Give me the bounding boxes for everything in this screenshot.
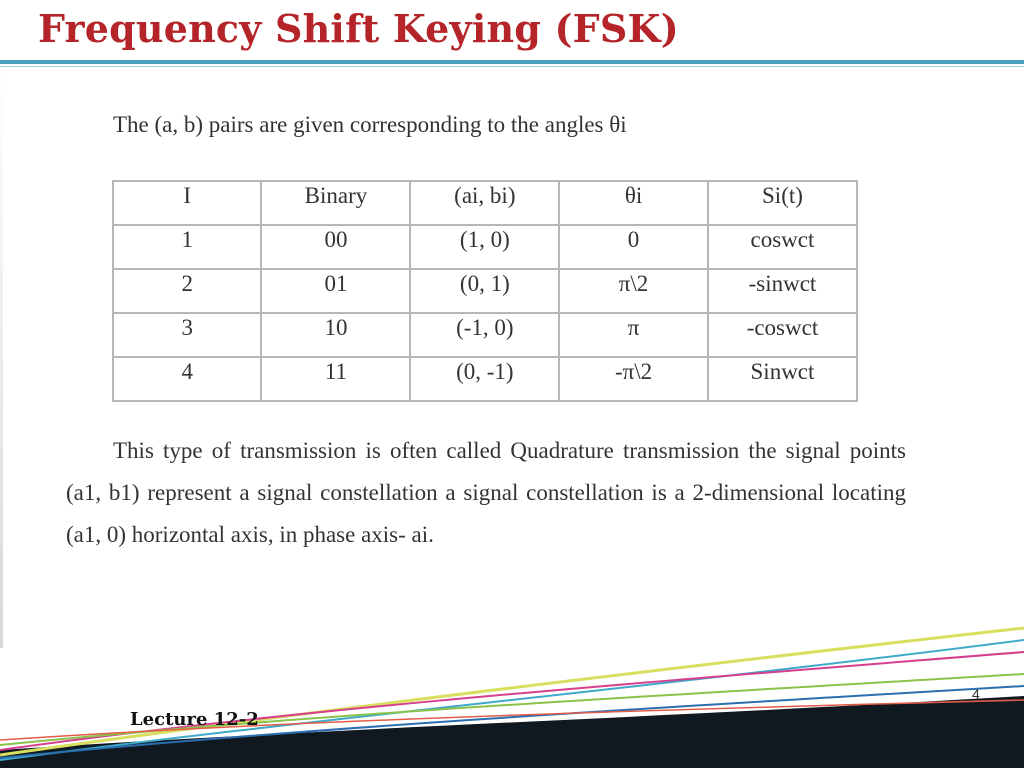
table-cell: π: [559, 313, 708, 357]
intro-text: The (a, b) pairs are given corresponding to the angles θi: [113, 112, 627, 137]
table-cell: Sinwct: [708, 357, 857, 401]
header-cell-signal: Si(t): [708, 181, 857, 225]
left-edge-shadow: [0, 68, 3, 648]
header-cell-i: I: [113, 181, 261, 225]
body-paragraph: [66, 430, 906, 556]
table-cell: 2: [113, 269, 261, 313]
table-row: [113, 313, 857, 357]
table-row: [113, 225, 857, 269]
table-cell: (-1, 0): [410, 313, 559, 357]
table-cell: 4: [113, 357, 261, 401]
table-cell: 00: [261, 225, 410, 269]
table-cell: 11: [261, 357, 410, 401]
header-cell-ai-bi: (ai, bi): [410, 181, 559, 225]
swoosh-dark-band: [0, 696, 1024, 768]
table-cell: -sinwct: [708, 269, 857, 313]
table-cell: coswct: [708, 225, 857, 269]
title-underline: [0, 60, 1024, 64]
decorative-swoosh: [0, 600, 1024, 768]
table-cell: (1, 0): [410, 225, 559, 269]
table-cell: 10: [261, 313, 410, 357]
slide-title: Frequency Shift Keying (FSK): [38, 6, 679, 51]
constellation-table: [112, 180, 858, 402]
table-cell: 1: [113, 225, 261, 269]
table-row: [113, 269, 857, 313]
table-row: [113, 357, 857, 401]
page-number: 4: [972, 686, 980, 702]
body-paragraph-text: This type of transmission is often called Quadrature transmission the signal points (a1, b1) represent a signal constellation a signal constellation is a 2-dimensional locating (a1, 0) horizontal axis, in phase axis- ai.: [66, 438, 906, 547]
header-cell-theta: θi: [559, 181, 708, 225]
table-cell: 01: [261, 269, 410, 313]
table-header-row: [113, 181, 857, 225]
table-cell: (0, 1): [410, 269, 559, 313]
footer-lecture-label: Lecture 12-2: [130, 709, 259, 730]
table-cell: (0, -1): [410, 357, 559, 401]
title-underline-thin: [0, 66, 1024, 67]
table-cell: π\2: [559, 269, 708, 313]
table-cell: -coswct: [708, 313, 857, 357]
table-cell: 3: [113, 313, 261, 357]
table-cell: -π\2: [559, 357, 708, 401]
table-cell: 0: [559, 225, 708, 269]
header-cell-binary: Binary: [261, 181, 410, 225]
